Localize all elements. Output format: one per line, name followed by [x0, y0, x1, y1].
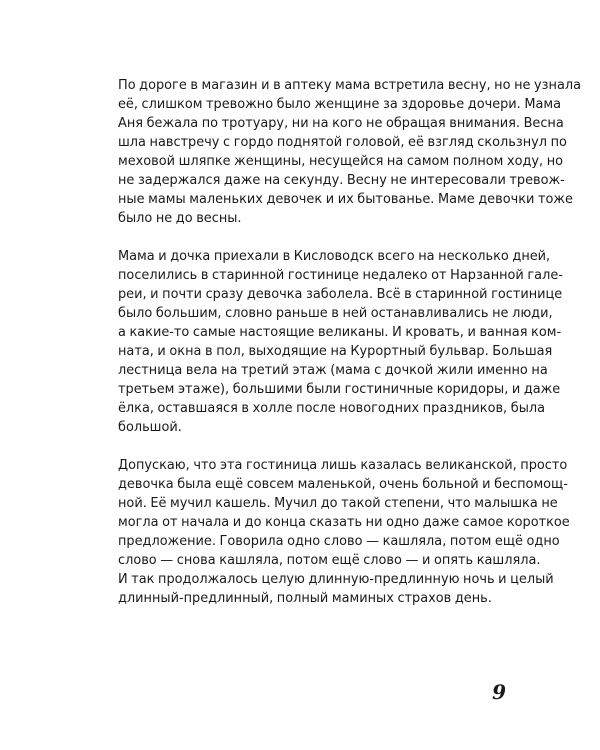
text-line: Аня бежала по тротуару, ни на кого не обращая внимания. Весна — [118, 116, 564, 131]
paragraph-1 — [118, 76, 582, 228]
text-line: её, слишком тревожно было женщине за здоровье дочери. Мама — [118, 97, 562, 112]
text-line: слово — снова кашляла, потом ещё слово — и опять кашляла. — [118, 553, 541, 568]
text-line: ной. Её мучил кашель. Мучил до такой степени, что малышка не — [118, 496, 558, 511]
text-line: длинный-предлинный, полный маминых страхов день. — [118, 591, 492, 606]
text-line: было большим, словно раньше в ней останавливались не люди, — [118, 306, 553, 321]
text-line: не задержался даже на секунду. Весну не интересовали тревож- — [118, 173, 565, 188]
text-line: большой. — [118, 420, 182, 435]
text-line: могла от начала и до конца сказать ни одно даже самое короткое — [118, 515, 570, 530]
paragraph-2 — [118, 247, 563, 437]
text-line: ные мамы маленьких девочек и их бытованье. Маме девочки тоже — [118, 192, 573, 207]
text-line: поселились в старинной гостинице недалеко от Нарзанной гале- — [118, 268, 563, 283]
text-line: меховой шляпке женщины, несущейся на самом полном ходу, но — [118, 154, 564, 169]
text-line: Допускаю, что эта гостиница лишь казалась великанской, просто — [118, 458, 568, 473]
text-line: было не до весны. — [118, 211, 242, 226]
text-line: реи, и почти сразу девочка заболела. Всё в старинной гостинице — [118, 287, 563, 302]
text-line: шла навстречу с гордо поднятой головой, её взгляд скользнул по — [118, 135, 567, 150]
text-line: По дороге в магазин и в аптеку мама встретила весну, но не узнала — [118, 78, 582, 93]
body-text — [118, 76, 582, 627]
text-line: ната, и окна в пол, выходящие на Курортный бульвар. Большая — [118, 344, 553, 359]
text-line: И так продолжалось целую длинную-предлинную ночь и целый — [118, 572, 554, 587]
paragraph-3 — [118, 456, 570, 608]
text-line: Мама и дочка приехали в Кисловодск всего на несколько дней, — [118, 249, 551, 264]
text-line: ёлка, оставшаяся в холле после новогодних праздников, была — [118, 401, 546, 416]
text-line: девочка была ещё совсем маленькой, очень больной и беспомощ- — [118, 477, 568, 492]
text-line: а какие-то самые настоящие великаны. И кровать, и ванная ком- — [118, 325, 562, 340]
text-line: третьем этаже), большими были гостиничные коридоры, и даже — [118, 382, 561, 397]
page-number: 9 — [492, 680, 506, 704]
text-line: предложение. Говорила одно слово — кашляла, потом ещё одно — [118, 534, 560, 549]
text-line: лестница вела на третий этаж (мама с дочкой жили именно на — [118, 363, 548, 378]
